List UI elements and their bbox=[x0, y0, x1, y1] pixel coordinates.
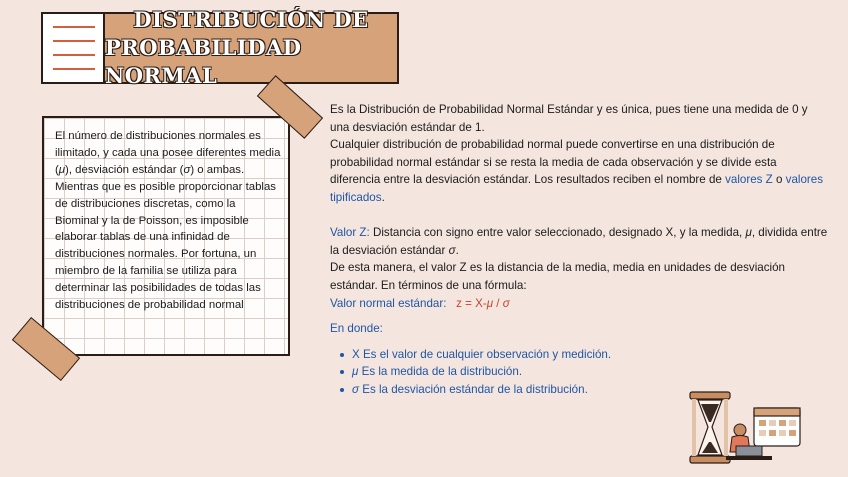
valor-z-label: Valor Z: bbox=[330, 226, 370, 240]
title-line-2: PROBABILIDAD NORMAL bbox=[105, 35, 302, 88]
note-paragraph-1: El número de distribuciones normales es ilimitado, y cada una posee diferentes media (μ), desviación estándar (σ) o ambas. bbox=[55, 130, 281, 176]
conversion-paragraph: Cualquier distribución de probabilidad normal puede convertirse en una distribución de probabilidad normal estándar si se resta la media de cada observación y se divide esta diferencia entre la desviación estándar. Los resultados reciben el nombre de valores Z o valores tipificados. bbox=[330, 138, 824, 204]
formula-label: Valor normal estándar: bbox=[330, 296, 447, 310]
list-item: μ Es la medida de la distribución. bbox=[352, 363, 828, 381]
main-content bbox=[330, 101, 828, 399]
list-item: σ Es la desviación estándar de la distribución. bbox=[352, 381, 828, 399]
formula: z = X-μ / σ bbox=[456, 296, 510, 310]
en-donde-label: En donde: bbox=[330, 322, 383, 336]
valores-tipificados-text: valores tipificados bbox=[330, 173, 824, 204]
intro-paragraph: Es la Distribución de Probabilidad Normal Estándar y es única, pues tiene una medida de 0 y una desviación estándar de 1. bbox=[330, 103, 808, 134]
title-banner bbox=[41, 7, 399, 88]
note-paragraph-2: Mientras que es posible proporcionar tablas de distribuciones discretas, como la Biominal y la de Poisson, es imposible elaborar tablas de una infinidad de distribuciones normales. Por fortuna, un miembro de la familia se utiliza para determinar las posibilidades de todas las distribuciones de probabilidad normal bbox=[55, 180, 276, 312]
page-title bbox=[103, 7, 399, 88]
valores-z-text: valores Z bbox=[725, 173, 773, 187]
notes-icon bbox=[41, 12, 105, 84]
note-card-text bbox=[55, 128, 281, 314]
formula-intro: De esta manera, el valor Z es la distancia de la media, media en unidades de desviación estándar. En términos de una fórmula: bbox=[330, 261, 785, 292]
title-line-1: DISTRIBUCIÓN DE bbox=[133, 7, 369, 32]
calendar-icon bbox=[754, 408, 800, 446]
list-item: X Es el valor de cualquier observación y medición. bbox=[352, 346, 828, 364]
hourglass-icon bbox=[690, 392, 730, 463]
formula-row bbox=[330, 295, 828, 313]
hourglass-illustration bbox=[686, 390, 804, 468]
valor-z-definition: Valor Z: Distancia con signo entre valor seleccionado, designado X, y la medida, μ, dividida entre la desviación estándar σ. bbox=[330, 226, 828, 257]
